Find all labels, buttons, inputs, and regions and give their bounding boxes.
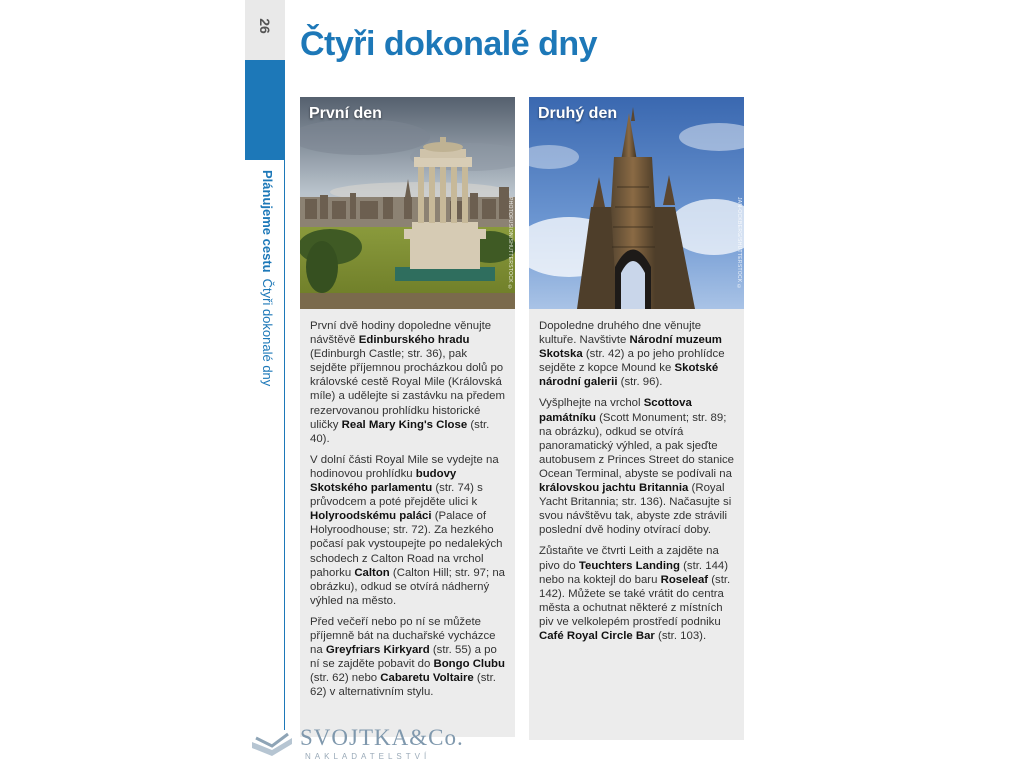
highlighted-place: Bongo Clubu [433, 658, 505, 671]
book-icon [250, 726, 294, 758]
day1-paragraph-3: Před večeří nebo po ní se můžete příjemně bát na duchařské vycházce na Greyfriars Kirkyard (str. 55) a po ní se zajděte pobavit do Bongo Clubu (str. 62) nebo Cabaretu Voltaire (str. 62) v alternativním stylu. [310, 615, 505, 699]
highlighted-place: Roseleaf [660, 573, 709, 586]
scott-monument-photo [529, 97, 744, 309]
highlighted-place: Café Royal Circle Bar [539, 629, 655, 642]
day2-text [529, 309, 744, 643]
highlighted-place: Calton [354, 566, 390, 579]
section-label-regular: Čtyři dokonalé dny [260, 278, 275, 387]
publisher-logo [250, 718, 464, 766]
calton-hill-photo [300, 97, 515, 309]
day1-text [300, 309, 515, 699]
day2-paragraph-3: Zůstaňte ve čtvrti Leith a zajděte na pivo do Teuchters Landing (str. 144) nebo na koktejl do baru Roseleaf (str. 142). Můžete se také vrátit do centra města a ochutnat některé z místních piv ve velkolepém prostředí podniku Café Royal Circle Bar (str. 103). [539, 545, 731, 642]
day1-column [300, 97, 515, 737]
scott-monument-illustration [529, 97, 744, 309]
highlighted-place: budovy Skotského parlamentu [310, 467, 457, 495]
day1-photo-credit: PHOTOFUSION/SHUTTERSTOCK © [507, 197, 513, 291]
highlighted-place: Scottova památníku [539, 397, 692, 424]
page-number: 26 [257, 18, 273, 34]
section-label-bold: Plánujeme cestu [260, 170, 275, 273]
day2-paragraph-1: Dopoledne druhého dne věnujte kultuře. Navštivte Národní muzeum Skotska (str. 42) a po jeho prohlídce sejděte z kopce Mound ke Skotské národní galerii (str. 96). [539, 320, 725, 389]
highlighted-place: Real Mary King's Close [341, 418, 468, 431]
day2-column [529, 97, 744, 740]
highlighted-place: Cabaretu Voltaire [380, 672, 474, 685]
highlighted-place: Národní muzeum Skotska [539, 334, 722, 361]
publisher-subtitle: NAKLADATELSTVÍ [305, 752, 431, 761]
section-label [253, 170, 275, 590]
section-tab [245, 60, 285, 160]
day2-photo-credit: JAN-OCKBERG/SHUTTERSTOCK © [736, 197, 742, 291]
side-divider [284, 160, 285, 730]
page-title: Čtyři dokonalé dny [300, 25, 598, 63]
day2-title: Druhý den [538, 105, 618, 122]
highlighted-place: Teuchters Landing [578, 559, 680, 572]
day1-paragraph-1: První dvě hodiny dopoledne věnujte návštěvě Edinburského hradu (Edinburgh Castle; str. 36), pak sejděte příjemnou procházkou dolů po královské cestě Royal Mile (Královská míle) a udělejte si zastávku na předem rezervovanou prohlídku historické uličky Real Mary King's Close (str. 40). [310, 320, 506, 445]
page-number-box [245, 0, 285, 60]
calton-hill-illustration [300, 97, 515, 309]
highlighted-place: Skotské národní galerii [539, 362, 719, 389]
day2-paragraph-2: Vyšplhejte na vrchol Scottova památníku (Scott Monument; str. 89; na obrázku), odkud se otvírá panoramatický výhled, a pak sjeďte autobusem z Princes Street do stanice Ocean Terminal, abyste se podívali na královskou jachtu Britannia (Royal Yacht Britannia; str. 136). Načasujte si svou návštěvu tak, abyste zde strávili poslední dvě hodiny otvírací doby. [539, 397, 735, 537]
publisher-name: SVOJTKA&Co. [300, 725, 464, 750]
day1-title: První den [309, 105, 382, 122]
day1-paragraph-2: V dolní části Royal Mile se vydejte na hodinovou prohlídku budovy Skotského parlamentu (str. 74) s průvodcem a poté přejděte ulici k Holyroodskému paláci (Palace of Holyroodhouse; str. 72). Za hezkého počasí pak vystoupejte po nedalekých schodech z Calton Road na vrchol pahorku Calton (Calton Hill; str. 97; na obrázku), odkud se otvírá nádherný výhled na město. [310, 453, 505, 607]
highlighted-place: královskou jachtu Britannia [539, 482, 689, 495]
highlighted-place: Holyroodskému paláci [310, 510, 432, 523]
highlighted-place: Greyfriars Kirkyard [325, 644, 430, 657]
highlighted-place: Edinburského hradu [358, 334, 470, 347]
